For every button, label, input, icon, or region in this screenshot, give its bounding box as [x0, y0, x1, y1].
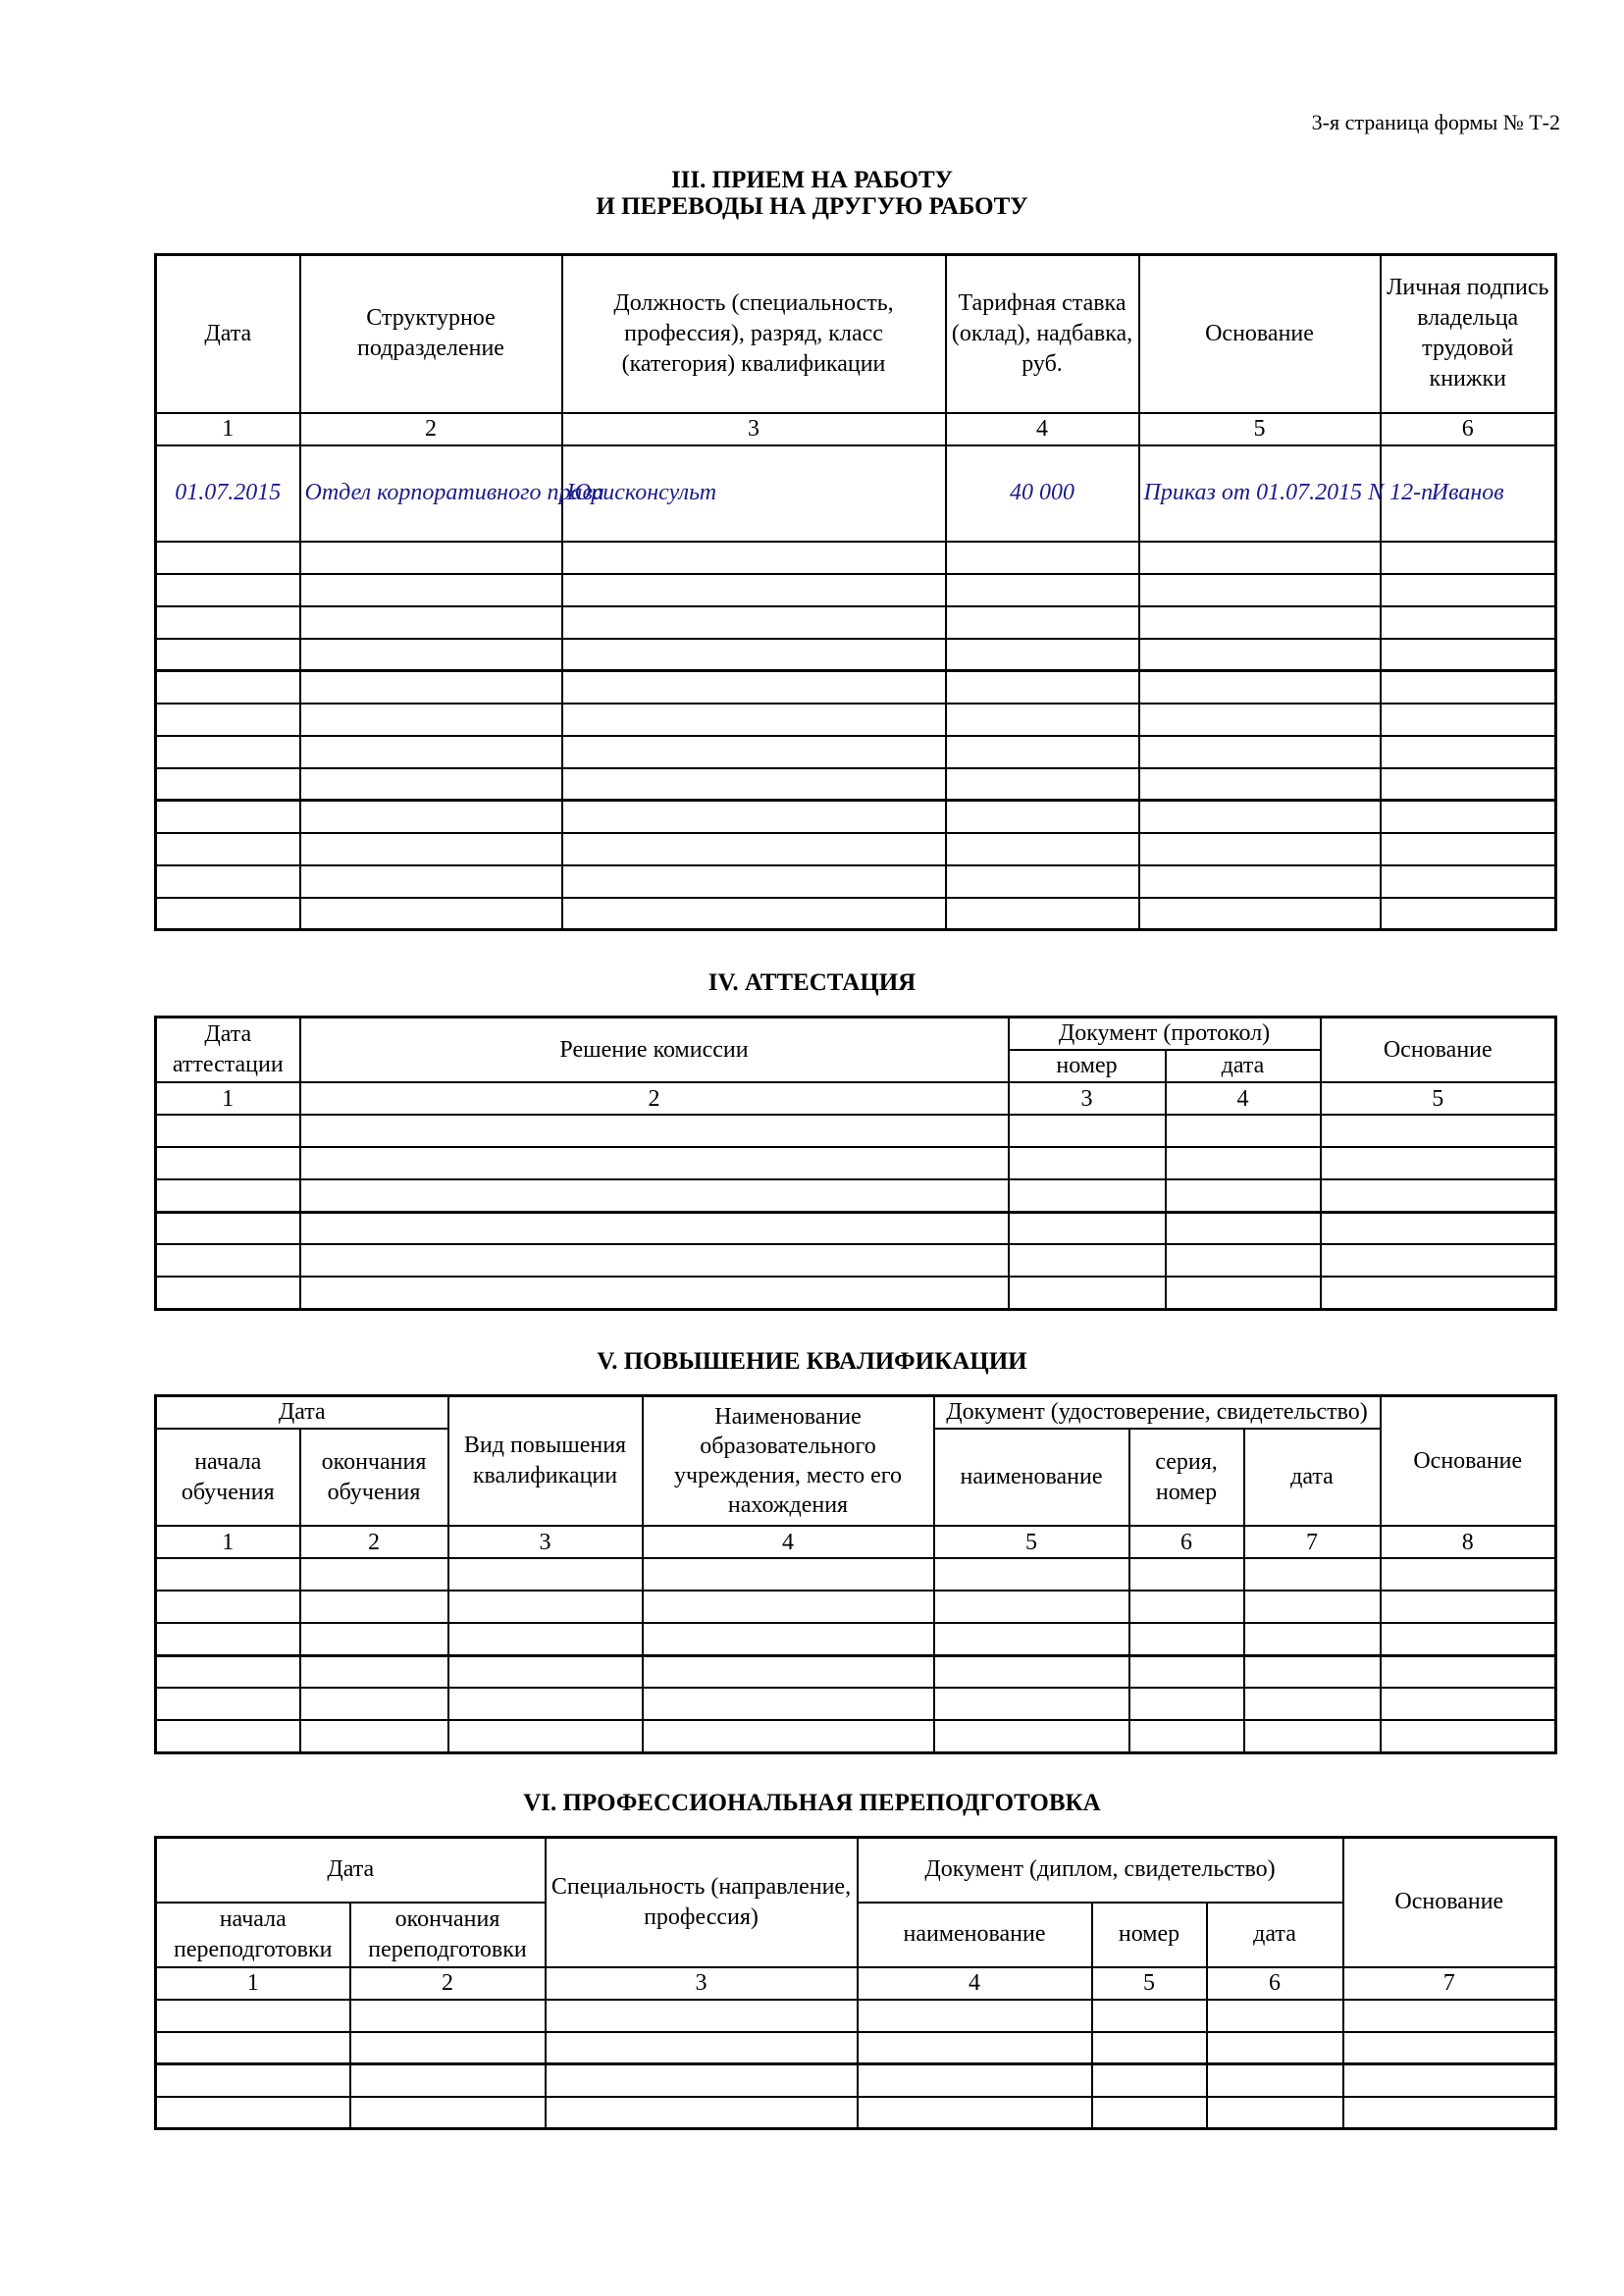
column-number: 2: [300, 1526, 448, 1558]
header-tariff-rate: Тарифная ставка (оклад), надбавка, руб.: [946, 255, 1139, 413]
blank-cell[interactable]: [1139, 542, 1381, 574]
section3-title-line2: И ПЕРЕВОДЫ НА ДРУГУЮ РАБОТУ: [596, 193, 1028, 220]
blank-cell[interactable]: [156, 1591, 300, 1623]
blank-cell[interactable]: [156, 865, 300, 898]
blank-cell[interactable]: [643, 1720, 934, 1752]
column-number: 1: [156, 1082, 300, 1115]
header-row: [156, 1396, 1556, 1430]
blank-cell[interactable]: [1381, 704, 1556, 736]
header-row: [156, 1018, 1556, 1051]
blank-row: [156, 1655, 1556, 1688]
blank-cell[interactable]: [946, 606, 1139, 639]
column-number: 4: [858, 1967, 1092, 2000]
blank-cell[interactable]: [643, 1688, 934, 1720]
blank-cell[interactable]: [562, 865, 946, 898]
blank-row: [156, 1212, 1556, 1244]
column-number: 5: [1092, 1967, 1207, 2000]
blank-cell[interactable]: [156, 1147, 300, 1179]
blank-cell[interactable]: [156, 2032, 350, 2064]
column-number: 7: [1244, 1526, 1381, 1558]
blank-row: [156, 639, 1556, 671]
blank-cell[interactable]: [156, 833, 300, 865]
blank-cell[interactable]: [1009, 1147, 1166, 1179]
blank-cell[interactable]: [448, 1688, 643, 1720]
blank-row: [156, 2097, 1556, 2129]
blank-cell[interactable]: [643, 1623, 934, 1655]
blank-cell[interactable]: [1343, 2064, 1556, 2097]
blank-cell[interactable]: [643, 1591, 934, 1623]
header-date: Дата: [156, 255, 300, 413]
header-doc-date: дата: [1166, 1050, 1321, 1082]
blank-row: [156, 1277, 1556, 1309]
header-row: [156, 255, 1556, 413]
blank-cell[interactable]: [562, 833, 946, 865]
column-number: 4: [946, 413, 1139, 445]
blank-cell[interactable]: [1321, 1115, 1556, 1147]
blank-row: [156, 1115, 1556, 1147]
header-row: [156, 1838, 1556, 1903]
blank-cell[interactable]: [1321, 1179, 1556, 1212]
blank-cell[interactable]: [1244, 1655, 1381, 1688]
blank-row: [156, 2000, 1556, 2032]
blank-cell[interactable]: [562, 898, 946, 930]
blank-cell[interactable]: [448, 1623, 643, 1655]
blank-cell[interactable]: [546, 2000, 858, 2032]
blank-cell[interactable]: [156, 1720, 300, 1752]
column-number: 5: [1321, 1082, 1556, 1115]
blank-cell[interactable]: [858, 2032, 1092, 2064]
blank-cell[interactable]: [1139, 574, 1381, 606]
blank-cell[interactable]: [156, 2097, 350, 2129]
blank-cell[interactable]: [300, 1720, 448, 1752]
header-doc-series: серия, номер: [1129, 1429, 1244, 1526]
blank-cell[interactable]: [1381, 1623, 1556, 1655]
blank-cell[interactable]: [1244, 1558, 1381, 1591]
blank-cell[interactable]: [1321, 1147, 1556, 1179]
blank-cell[interactable]: [1343, 2097, 1556, 2129]
blank-cell[interactable]: [546, 2097, 858, 2129]
blank-cell[interactable]: [1166, 1277, 1321, 1309]
blank-cell[interactable]: [1139, 898, 1381, 930]
blank-cell[interactable]: [156, 2000, 350, 2032]
blank-cell[interactable]: [448, 1720, 643, 1752]
blank-cell[interactable]: [1009, 1244, 1166, 1277]
blank-row: [156, 1558, 1556, 1591]
blank-cell[interactable]: [350, 2000, 546, 2032]
column-number: 3: [546, 1967, 858, 2000]
blank-cell[interactable]: [546, 2032, 858, 2064]
blank-row: [156, 542, 1556, 574]
blank-cell[interactable]: [946, 671, 1139, 704]
blank-cell[interactable]: [562, 574, 946, 606]
blank-cell[interactable]: [448, 1655, 643, 1688]
blank-cell[interactable]: [934, 1623, 1129, 1655]
blank-cell[interactable]: [1009, 1115, 1166, 1147]
blank-cell[interactable]: [1009, 1179, 1166, 1212]
column-number: 1: [156, 1526, 300, 1558]
blank-cell[interactable]: [156, 1688, 300, 1720]
blank-cell[interactable]: [1244, 1623, 1381, 1655]
header-document: Документ (удостоверение, свидетельство): [934, 1396, 1381, 1430]
blank-row: [156, 606, 1556, 639]
blank-cell[interactable]: [1166, 1212, 1321, 1244]
blank-cell[interactable]: [300, 801, 562, 833]
blank-cell[interactable]: [156, 1115, 300, 1147]
blank-cell[interactable]: [300, 736, 562, 768]
form-page-label: 3-я страница формы № Т-2: [1311, 110, 1560, 134]
column-number: 4: [643, 1526, 934, 1558]
header-doc-name: наименование: [934, 1429, 1129, 1526]
blank-cell[interactable]: [858, 2000, 1092, 2032]
header-basis: Основание: [1321, 1018, 1556, 1083]
column-number: 7: [1343, 1967, 1556, 2000]
blank-cell[interactable]: [1381, 833, 1556, 865]
blank-row: [156, 801, 1556, 833]
column-numbers-row: [156, 1082, 1556, 1115]
blank-cell[interactable]: [1139, 736, 1381, 768]
blank-cell[interactable]: [300, 574, 562, 606]
blank-cell[interactable]: [1166, 1115, 1321, 1147]
blank-cell[interactable]: [1321, 1212, 1556, 1244]
blank-cell[interactable]: [156, 574, 300, 606]
blank-row: [156, 1720, 1556, 1752]
blank-cell[interactable]: [300, 704, 562, 736]
entry-basis[interactable]: Приказ от 01.07.2015 N 12-п: [1139, 445, 1381, 542]
blank-cell[interactable]: [350, 2032, 546, 2064]
blank-cell[interactable]: [1343, 2000, 1556, 2032]
blank-row: [156, 1591, 1556, 1623]
blank-cell[interactable]: [300, 833, 562, 865]
blank-cell[interactable]: [1139, 865, 1381, 898]
blank-cell[interactable]: [946, 704, 1139, 736]
blank-cell[interactable]: [156, 768, 300, 801]
section3-title-line1: III. ПРИЕМ НА РАБОТУ: [670, 167, 954, 193]
blank-cell[interactable]: [350, 2097, 546, 2129]
blank-cell[interactable]: [300, 606, 562, 639]
blank-cell[interactable]: [300, 542, 562, 574]
entry-row: [156, 445, 1556, 542]
section6-title: VI. ПРОФЕССИОНАЛЬНАЯ ПЕРЕПОДГОТОВКА: [523, 1790, 1101, 1816]
blank-cell[interactable]: [562, 542, 946, 574]
blank-cell[interactable]: [1139, 639, 1381, 671]
blank-cell[interactable]: [934, 1720, 1129, 1752]
blank-cell[interactable]: [1166, 1244, 1321, 1277]
blank-cell[interactable]: [1129, 1623, 1244, 1655]
column-number: 2: [300, 413, 562, 445]
blank-cell[interactable]: [156, 2064, 350, 2097]
column-number: 6: [1129, 1526, 1244, 1558]
blank-cell[interactable]: [946, 898, 1139, 930]
blank-cell[interactable]: [1381, 606, 1556, 639]
header-attestation-date: Дата аттестации: [156, 1018, 300, 1083]
header-doc-number: номер: [1009, 1050, 1166, 1082]
blank-cell[interactable]: [1381, 865, 1556, 898]
blank-cell[interactable]: [156, 1558, 300, 1591]
blank-cell[interactable]: [1381, 1720, 1556, 1752]
entry-rate[interactable]: 40 000: [946, 445, 1139, 542]
blank-cell[interactable]: [156, 1244, 300, 1277]
section4-title: IV. АТТЕСТАЦИЯ: [707, 969, 917, 996]
entry-signature[interactable]: Иванов: [1381, 445, 1556, 542]
blank-cell[interactable]: [946, 768, 1139, 801]
blank-row: [156, 898, 1556, 930]
column-numbers-row: [156, 1967, 1556, 2000]
header-document: Документ (диплом, свидетельство): [858, 1838, 1343, 1903]
column-number: 6: [1381, 413, 1556, 445]
blank-cell[interactable]: [934, 1558, 1129, 1591]
blank-cell[interactable]: [1139, 606, 1381, 639]
professional-retraining-table: [154, 1836, 1557, 2130]
blank-cell[interactable]: [156, 606, 300, 639]
blank-cell[interactable]: [300, 1688, 448, 1720]
blank-cell[interactable]: [300, 1115, 1009, 1147]
blank-cell[interactable]: [934, 1591, 1129, 1623]
blank-cell[interactable]: [1381, 898, 1556, 930]
blank-row: [156, 704, 1556, 736]
header-start: начала обучения: [156, 1429, 300, 1526]
blank-cell[interactable]: [562, 768, 946, 801]
blank-cell[interactable]: [562, 801, 946, 833]
blank-cell[interactable]: [1244, 1688, 1381, 1720]
blank-cell[interactable]: [300, 1244, 1009, 1277]
blank-cell[interactable]: [156, 671, 300, 704]
blank-cell[interactable]: [1207, 2097, 1343, 2129]
blank-cell[interactable]: [300, 898, 562, 930]
blank-cell[interactable]: [300, 1655, 448, 1688]
column-number: 2: [350, 1967, 546, 2000]
blank-cell[interactable]: [946, 574, 1139, 606]
blank-cell[interactable]: [300, 1591, 448, 1623]
blank-cell[interactable]: [562, 704, 946, 736]
blank-cell[interactable]: [562, 671, 946, 704]
blank-cell[interactable]: [1139, 768, 1381, 801]
blank-row: [156, 768, 1556, 801]
blank-cell[interactable]: [1092, 2032, 1207, 2064]
header-specialty: Специальность (направление, профессия): [546, 1838, 858, 1967]
blank-cell[interactable]: [1207, 2032, 1343, 2064]
blank-row: [156, 833, 1556, 865]
header-department: Структурное подразделение: [300, 255, 562, 413]
blank-cell[interactable]: [1244, 1720, 1381, 1752]
blank-cell[interactable]: [1129, 1655, 1244, 1688]
blank-cell[interactable]: [1009, 1212, 1166, 1244]
employment-transfers-table: [154, 253, 1557, 931]
blank-row: [156, 2032, 1556, 2064]
blank-cell[interactable]: [1139, 833, 1381, 865]
blank-cell[interactable]: [946, 865, 1139, 898]
blank-cell[interactable]: [156, 542, 300, 574]
blank-cell[interactable]: [1321, 1277, 1556, 1309]
blank-cell[interactable]: [1092, 2000, 1207, 2032]
blank-cell[interactable]: [156, 639, 300, 671]
column-number: 8: [1381, 1526, 1556, 1558]
blank-cell[interactable]: [300, 1179, 1009, 1212]
blank-cell[interactable]: [1139, 704, 1381, 736]
blank-cell[interactable]: [1166, 1147, 1321, 1179]
header-kind: Вид повышения квалификации: [448, 1396, 643, 1527]
blank-cell[interactable]: [156, 898, 300, 930]
blank-cell[interactable]: [562, 639, 946, 671]
section5-title: V. ПОВЫШЕНИЕ КВАЛИФИКАЦИИ: [597, 1348, 1027, 1375]
column-number: 2: [300, 1082, 1009, 1115]
header-doc-date: дата: [1244, 1429, 1381, 1526]
blank-cell[interactable]: [300, 1277, 1009, 1309]
blank-cell[interactable]: [300, 1558, 448, 1591]
header-doc-number: номер: [1092, 1903, 1207, 1967]
blank-cell[interactable]: [1092, 2097, 1207, 2129]
blank-cell[interactable]: [1129, 1591, 1244, 1623]
header-document: Документ (протокол): [1009, 1018, 1321, 1051]
blank-cell[interactable]: [1129, 1558, 1244, 1591]
header-doc-date: дата: [1207, 1903, 1343, 1967]
column-numbers-row: [156, 413, 1556, 445]
header-institution: Наименование образовательного учреждения, место его нахождения: [643, 1396, 934, 1527]
header-position: Должность (специальность, профессия), разряд, класс (категория) квалификации: [562, 255, 946, 413]
blank-cell[interactable]: [1343, 2032, 1556, 2064]
header-end: окончания обучения: [300, 1429, 448, 1526]
blank-cell[interactable]: [1166, 1179, 1321, 1212]
blank-cell[interactable]: [1381, 671, 1556, 704]
entry-department[interactable]: Отдел корпоративного права: [300, 445, 562, 542]
blank-cell[interactable]: [156, 1623, 300, 1655]
blank-cell[interactable]: [156, 1179, 300, 1212]
blank-cell[interactable]: [1139, 801, 1381, 833]
blank-cell[interactable]: [156, 1212, 300, 1244]
blank-cell[interactable]: [546, 2064, 858, 2097]
column-number: 6: [1207, 1967, 1343, 2000]
blank-cell[interactable]: [300, 1623, 448, 1655]
blank-cell[interactable]: [1129, 1688, 1244, 1720]
blank-cell[interactable]: [1381, 1655, 1556, 1688]
blank-row: [156, 1688, 1556, 1720]
column-number: 3: [448, 1526, 643, 1558]
blank-cell[interactable]: [1207, 2000, 1343, 2032]
blank-row: [156, 2064, 1556, 2097]
blank-cell[interactable]: [300, 639, 562, 671]
blank-cell[interactable]: [300, 1147, 1009, 1179]
attestation-table: [154, 1016, 1557, 1311]
column-number: 3: [562, 413, 946, 445]
blank-cell[interactable]: [934, 1688, 1129, 1720]
blank-cell[interactable]: [350, 2064, 546, 2097]
column-number: 1: [156, 1967, 350, 2000]
blank-cell[interactable]: [300, 865, 562, 898]
blank-cell[interactable]: [946, 542, 1139, 574]
blank-cell[interactable]: [1381, 574, 1556, 606]
column-number: 3: [1009, 1082, 1166, 1115]
header-basis: Основание: [1343, 1838, 1556, 1967]
blank-cell[interactable]: [1092, 2064, 1207, 2097]
blank-cell[interactable]: [300, 1212, 1009, 1244]
entry-date[interactable]: 01.07.2015: [156, 445, 300, 542]
blank-cell[interactable]: [858, 2064, 1092, 2097]
blank-row: [156, 671, 1556, 704]
blank-cell[interactable]: [1244, 1591, 1381, 1623]
header-doc-name: наименование: [858, 1903, 1092, 1967]
blank-row: [156, 1244, 1556, 1277]
blank-cell[interactable]: [1321, 1244, 1556, 1277]
blank-cell[interactable]: [934, 1655, 1129, 1688]
blank-cell[interactable]: [1381, 1558, 1556, 1591]
blank-row: [156, 1147, 1556, 1179]
header-basis: Основание: [1139, 255, 1381, 413]
blank-cell[interactable]: [1381, 542, 1556, 574]
header-date: Дата: [156, 1838, 546, 1903]
blank-cell[interactable]: [1381, 1688, 1556, 1720]
blank-cell[interactable]: [946, 639, 1139, 671]
header-start: начала переподготовки: [156, 1903, 350, 1967]
blank-cell[interactable]: [300, 671, 562, 704]
column-number: 1: [156, 413, 300, 445]
header-basis: Основание: [1381, 1396, 1556, 1527]
blank-cell[interactable]: [946, 833, 1139, 865]
blank-cell[interactable]: [156, 736, 300, 768]
blank-cell[interactable]: [1381, 768, 1556, 801]
blank-cell[interactable]: [156, 801, 300, 833]
blank-cell[interactable]: [643, 1655, 934, 1688]
blank-cell[interactable]: [156, 1277, 300, 1309]
blank-row: [156, 574, 1556, 606]
blank-row: [156, 1179, 1556, 1212]
blank-cell[interactable]: [562, 606, 946, 639]
blank-cell[interactable]: [1009, 1277, 1166, 1309]
blank-cell[interactable]: [156, 704, 300, 736]
blank-cell[interactable]: [946, 801, 1139, 833]
blank-cell[interactable]: [448, 1591, 643, 1623]
blank-row: [156, 1623, 1556, 1655]
blank-row: [156, 865, 1556, 898]
column-numbers-row: [156, 1526, 1556, 1558]
blank-cell[interactable]: [562, 736, 946, 768]
qualification-improvement-table: [154, 1394, 1557, 1754]
blank-cell[interactable]: [1129, 1720, 1244, 1752]
column-number: 5: [1139, 413, 1381, 445]
header-decision: Решение комиссии: [300, 1018, 1009, 1083]
blank-cell[interactable]: [1381, 1591, 1556, 1623]
blank-cell[interactable]: [1207, 2064, 1343, 2097]
blank-cell[interactable]: [1381, 801, 1556, 833]
header-date: Дата: [156, 1396, 448, 1430]
blank-cell[interactable]: [643, 1558, 934, 1591]
header-signature: Личная подпись владельца трудовой книжки: [1381, 255, 1556, 413]
blank-cell[interactable]: [1381, 736, 1556, 768]
header-end: окончания переподготовки: [350, 1903, 546, 1967]
blank-cell[interactable]: [1381, 639, 1556, 671]
column-number: 5: [934, 1526, 1129, 1558]
entry-position[interactable]: Юрисконсульт: [562, 445, 946, 542]
blank-cell[interactable]: [946, 736, 1139, 768]
column-number: 4: [1166, 1082, 1321, 1115]
blank-cell[interactable]: [156, 1655, 300, 1688]
blank-cell[interactable]: [448, 1558, 643, 1591]
blank-row: [156, 736, 1556, 768]
blank-cell[interactable]: [300, 768, 562, 801]
blank-cell[interactable]: [1139, 671, 1381, 704]
blank-cell[interactable]: [858, 2097, 1092, 2129]
